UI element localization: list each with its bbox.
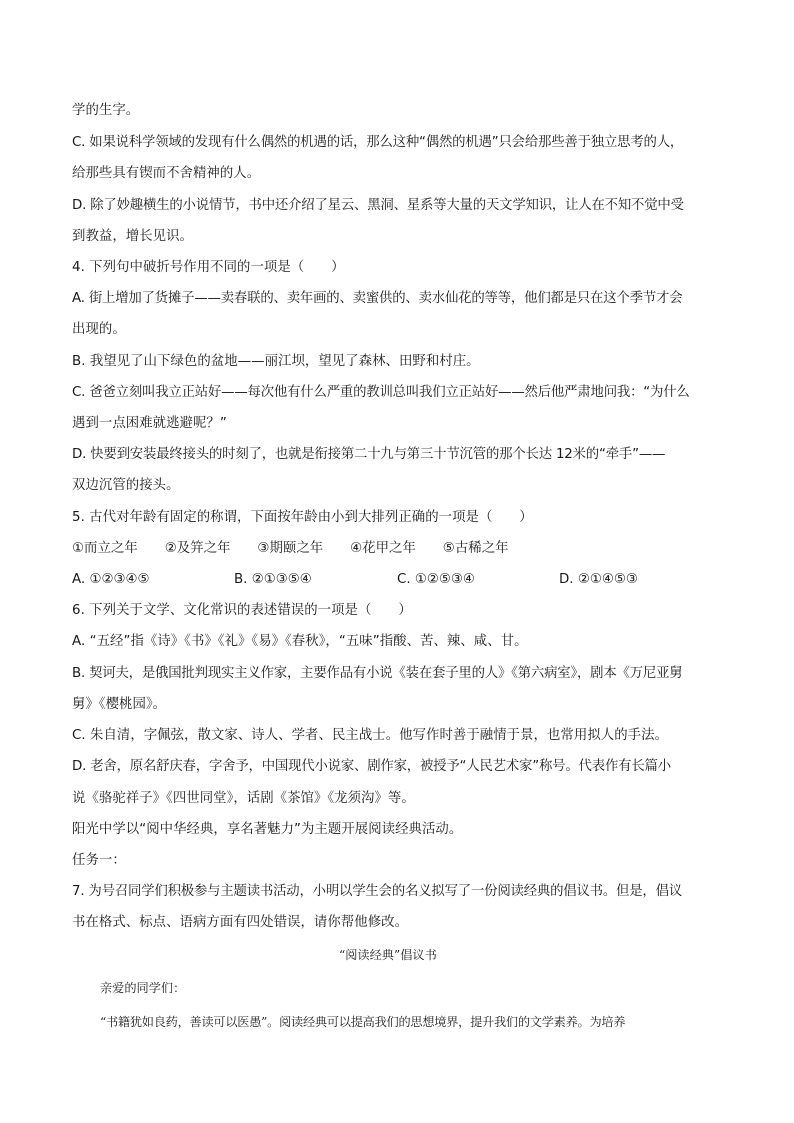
proposal-title: “阅读经典”倡议书 [339, 948, 437, 962]
text-line: 遇到一点困难就逃避呢？” [72, 416, 227, 431]
question-5: 5. 古代对年龄有固定的称谓，下面按年龄由小到大排列正确的一项是（ ） [72, 510, 533, 525]
option-d-line: D. 老舍，原名舒庆春，字舍予，中国现代小说家、剧作家，被授予“人民艺术家”称号。代表作有长篇小 [72, 759, 671, 774]
text-line: 双边沉管的接头。 [72, 478, 180, 493]
option-d-line: D. 除了妙趣横生的小说情节，书中还介绍了星云、黑洞、星系等大量的天文学知识，让人在不知不觉中受 [72, 198, 684, 213]
option-a-line: A. “五经”指《诗》《书》《礼》《易》《春秋》，“五味”指酸、苦、辣、咸、甘。 [72, 634, 528, 649]
option-a-line: A. 街上增加了货摊子——卖春联的、卖年画的、卖蜜供的、卖水仙花的等等，他们都是只在这个季节才会 [72, 291, 683, 306]
option-b: B. ②①③⑤④ [234, 572, 312, 587]
option-a: A. ①②③④⑤ [72, 572, 150, 587]
age-terms-line: ①而立之年 ②及笄之年 ③期颐之年 ④花甲之年 ⑤古稀之年 [72, 541, 509, 556]
activity-intro: 阳光中学以“阅中华经典，享名著魅力”为主题开展阅读经典活动。 [72, 822, 463, 837]
option-c: C. ①②⑤③④ [397, 572, 475, 587]
text-line: 到教益，增长见识。 [72, 229, 193, 244]
proposal-greeting: 亲爱的同学们： [100, 981, 186, 995]
question-4: 4. 下列句中破折号作用不同的一项是（ ） [72, 260, 345, 275]
text-line: 学的生字。 [72, 103, 140, 118]
option-b-line: B. 我望见了山下绿色的盆地——丽江坝，望见了森林、田野和村庄。 [72, 354, 480, 369]
option-c-line: C. 爸爸立刻叫我立正站好——每次他有什么严重的教训总叫我们立正站好——然后他严肃地问我：“为什么 [72, 385, 690, 400]
option-d-line: D. 快要到安装最终接头的时刻了，也就是衔接第二十九与第三十节沉管的那个长达 12米的“牵手”—— [72, 447, 666, 462]
text-line: 给那些具有锲而不舍精神的人。 [72, 166, 261, 181]
text-line: 出现的。 [72, 322, 126, 337]
question-6: 6. 下列关于文学、文化常识的表述错误的一项是（ ） [72, 603, 412, 618]
proposal-body: “书籍犹如良药，善读可以医愚”。阅读经典可以提高我们的思想境界，提升我们的文学素养。为培养 [100, 1015, 626, 1029]
option-b-line: B. 契诃夫，是俄国批判现实主义作家，主要作品有小说《装在套子里的人》《第六病室》，剧本《万尼亚舅 [72, 666, 683, 681]
option-c-line: C. 朱自清，字佩弦，散文家、诗人、学者、民主战士。他写作时善于融情于景，也常用拟人的手法。 [72, 728, 668, 743]
option-d: D. ②①④⑤③ [559, 572, 638, 587]
task-heading: 任务一： [72, 853, 126, 868]
text-line: 舅》《樱桃园》。 [72, 697, 167, 712]
text-line: 书在格式、标点、语病方面有四处错误，请你帮他修改。 [72, 915, 409, 930]
question-7: 7. 为号召同学们积极参与主题读书活动，小明以学生会的名义拟写了一份阅读经典的倡议书。但是，倡议 [72, 884, 683, 899]
option-c-line: C. 如果说科学领域的发现有什么偶然的机遇的话，那么这种“偶然的机遇”只会给那些善于独立思考的人， [72, 135, 684, 150]
text-line: 说《骆驼祥子》《四世同堂》，话剧《茶馆》《龙须沟》等。 [72, 791, 415, 806]
